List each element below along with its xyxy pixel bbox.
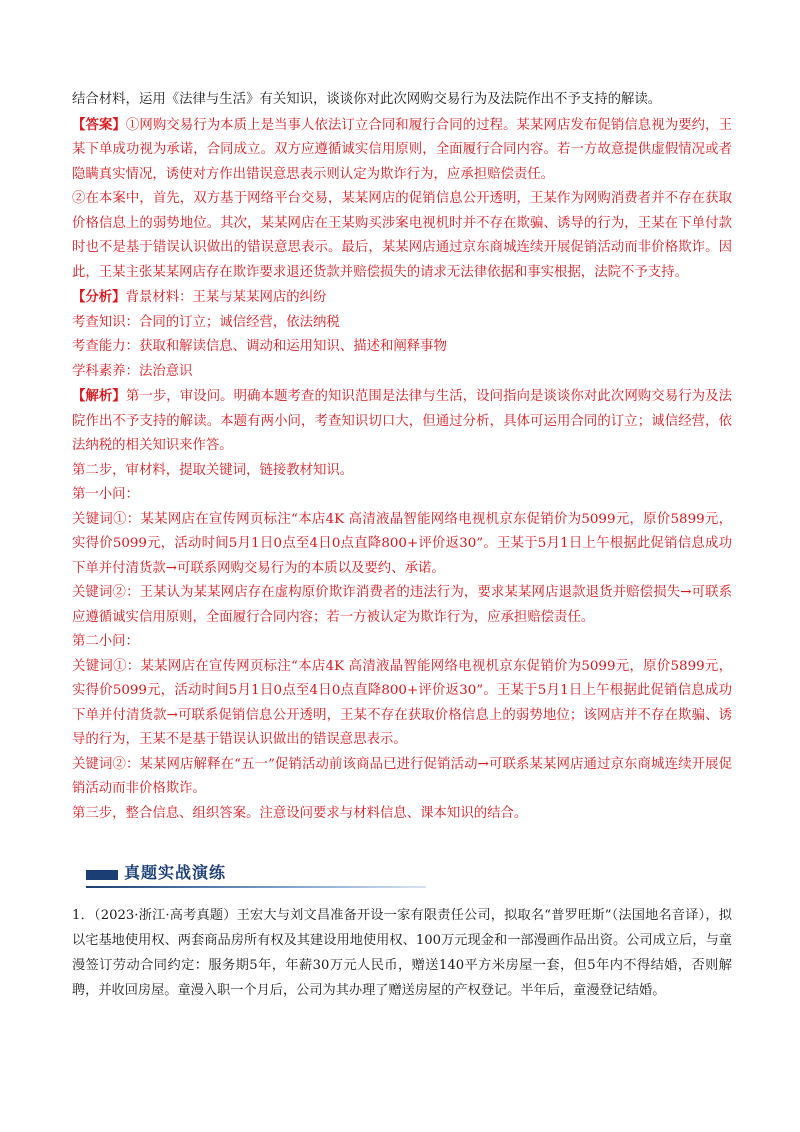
explanation-tag: 【解析】 xyxy=(72,388,126,404)
explanation-step-2: 第二步，审材料，提取关键词，链接教材知识。 xyxy=(72,462,354,478)
analysis-background xyxy=(72,285,732,311)
analysis-literacy: 学科素养：法治意识 xyxy=(72,363,193,379)
section-title: 真题实战演练 xyxy=(124,863,227,882)
sub-question-2-keyword-1: 关键词①：某某网店在宣传网页标注“本店4K 高清液晶智能网络电视机京东促销价为5099元，原价5899元，实得价5099元，活动时间5月1日0点至4日0点直降800+评价返30”。王某于5月1日上午根据此促销信息成功下单并付清货款→可联系促销信息公开透明，王某不存在获取价格信息上的弱势地位；该网店并不存在欺骗、诱导的行为，王某不是基于错误认识做出的错误意思表示。 xyxy=(72,658,732,747)
analysis-knowledge: 考查知识：合同的订立；诚信经营，依法纳税 xyxy=(72,314,340,330)
page-body xyxy=(72,88,732,826)
question-1-text: 1．（2023·浙江·高考真题）王宏大与刘文昌准备开设一家有限责任公司，拟取名“普罗旺斯”（法国地名音译），拟以宅基地使用权、两套商品房所有权及其建设用地使用权、100万元现金和一部漫画作品出资。公司成立后，与童漫签订劳动合同约定：服务期5年，年薪30万元人民币，赠送140平方米房屋一套，但5年内不得结婚，否则解聘，并收回房屋。童漫入职一个月后，公司为其办理了赠送房屋的产权登记。半年后，童漫登记结婚。 xyxy=(72,908,732,998)
section-header-underline xyxy=(86,886,426,888)
answer-tag: 【答案】 xyxy=(72,116,126,133)
explanation-step-1 xyxy=(72,384,732,459)
sub-question-1-keyword-1: 关键词①：某某网店在宣传网页标注“本店4K 高清液晶智能网络电视机京东促销价为5099元，原价5899元，实得价5099元，活动时间5月1日0点至4日0点直降800+评价返30”。王某于5月1日上午根据此促销信息成功下单并付清货款→可联系网购交易行为的本质以及要约、承诺。 xyxy=(72,511,732,576)
sub-question-1-title: 第一小问： xyxy=(72,487,139,502)
answer-paragraph-2: ②在本案中，首先，双方基于网络平台交易，某某网店的促销信息公开透明，王某作为网购消费者并不存在获取价格信息上的弱势地位。其次，某某网店在王某购买涉案电视机时并不存在欺骗、诱导的行为，王某在下单付款时也不是基于错误认识做出的错误意思表示。最后，某某网店通过京东商城连续开展促销活动而非价格欺诈。因此，王某主张某某网店存在欺诈要求退还货款并赔偿损失的请求无法律依据和事实根据，法院不予支持。 xyxy=(72,191,732,280)
analysis-tag: 【分析】 xyxy=(72,289,126,305)
analysis-background-text: 背景材料：王某与某某网店的纠纷 xyxy=(125,290,327,305)
explanation-step-1-text: 第一步，审设问。明确本题考查的知识范围是法律与生活，设问指向是谈谈你对此次网购交易行为及法院作出不予支持的解读。本题有两小问，考查知识切口大，但通过分析，具体可运用合同的订立；诚信经营，依法纳税的相关知识来作答。 xyxy=(72,389,733,453)
section-header-bar xyxy=(86,870,118,880)
prompt-text: 结合材料，运用《法律与生活》有关知识，谈谈你对此次网购交易行为及法院作出不予支持的解读。 xyxy=(72,92,662,107)
answer-paragraph-1 xyxy=(72,113,732,188)
explanation-step-3: 第三步，整合信息、组织答案。注意设问要求与材料信息、课本知识的结合。 xyxy=(72,805,528,821)
analysis-ability: 考查能力：获取和解读信息、调动和运用知识、描述和阐释事物 xyxy=(72,339,447,354)
question-1 xyxy=(72,903,732,1003)
sub-question-2-title: 第二小问： xyxy=(72,634,139,649)
answer-text-1: ①网购交易行为本质上是当事人依法订立合同和履行合同的过程。某某网店发布促销信息视为要约，王某下单成功视为承诺，合同成立。双方应遵循诚实信用原则，全面履行合同内容。若一方故意提供虚假情况或者隐瞒真实情况，诱使对方作出错误意思表示则认定为欺诈行为，应承担赔偿责任。 xyxy=(72,117,733,182)
section-header xyxy=(86,858,426,888)
sub-question-2-keyword-2: 关键词②：某某网店解释在“五一”促销活动前该商品已进行促销活动→可联系某某网店通过京东商城连续开展促销活动而非价格欺诈。 xyxy=(72,756,732,796)
sub-question-1-keyword-2: 关键词②：王某认为某某网店存在虚构原价欺诈消费者的违法行为，要求某某网店退款退货并赔偿损失→可联系应遵循诚实信用原则，全面履行合同内容；若一方被认定为欺诈行为，应承担赔偿责任。 xyxy=(72,585,732,625)
